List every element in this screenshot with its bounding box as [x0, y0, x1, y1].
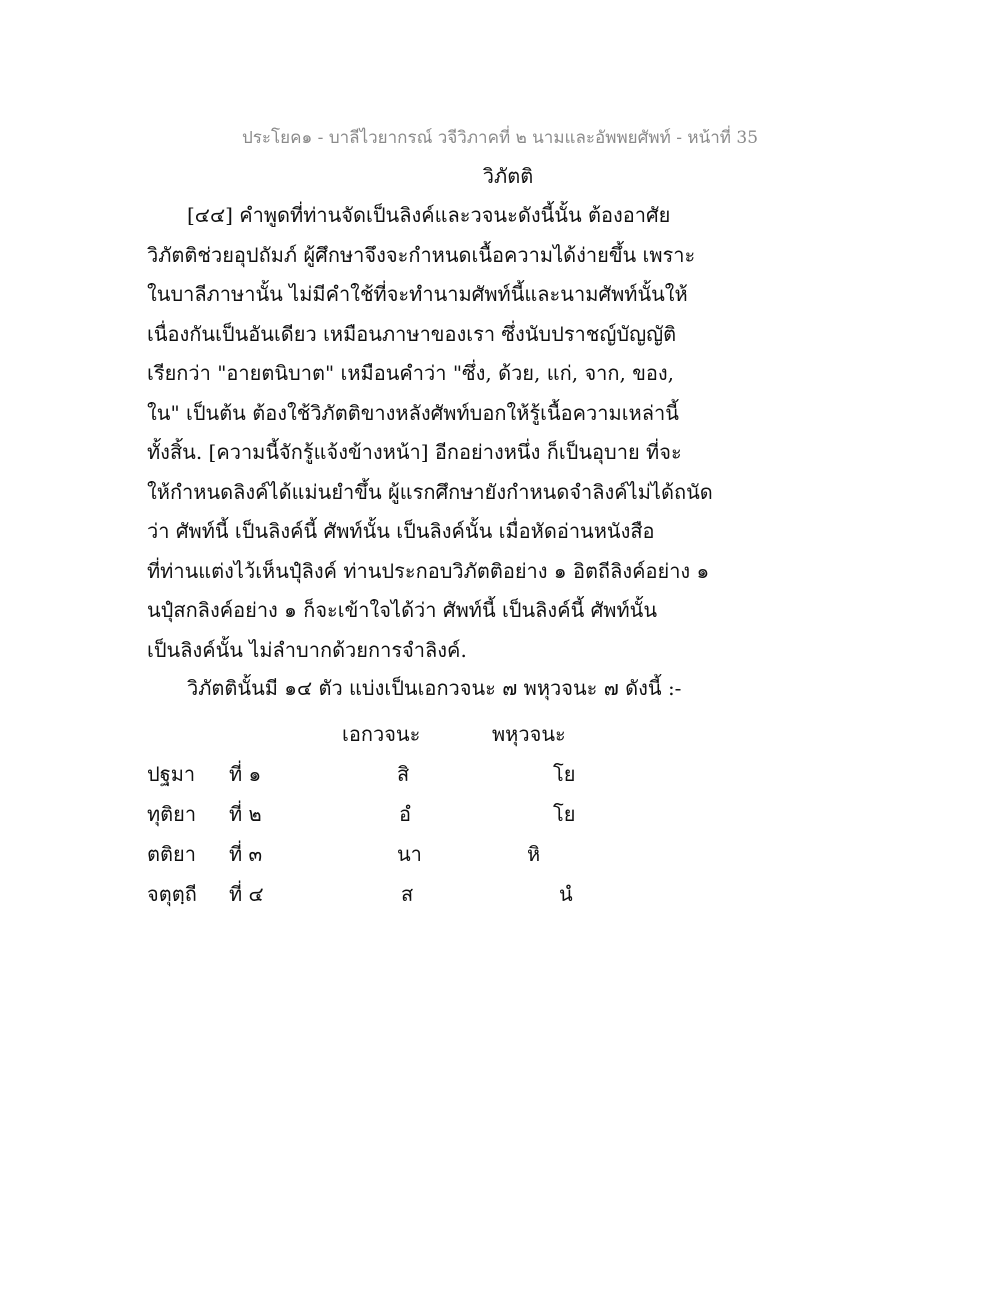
row-plural-ending: โย: [553, 762, 576, 786]
paragraph-line: ว่า ศัพท์นี้ เป็นลิงค์นี้ ศัพท์นั้น เป็นลิงค์นั้น เมื่อหัดอ่านหนังสือ: [147, 519, 655, 543]
table-intro: วิภัตตินั้นมี ๑๔ ตัว แบ่งเป็นเอกวจนะ ๗ พหุวจนะ ๗ ดังนี้ :-: [187, 676, 682, 700]
row-singular-ending: ส: [401, 882, 414, 906]
row-plural-ending: นํ: [559, 882, 573, 906]
row-case-name: จตุตฺถี: [147, 882, 197, 906]
paragraph-line: วิภัตติช่วยอุปถัมภ์ ผู้ศึกษาจึงจะกำหนดเนื้อความได้ง่ายขึ้น เพราะ: [147, 242, 696, 267]
row-ordinal: ที่ ๓: [229, 842, 263, 866]
row-ordinal: ที่ ๔: [229, 882, 264, 906]
vibhatti-table: [147, 712, 707, 912]
section-title: วิภัตติ: [482, 164, 534, 188]
paragraph-line: ทั้งสิ้น. [ความนี้จักรู้แจ้งข้างหน้า] อีกอย่างหนึ่ง ก็เป็นอุบาย ที่จะ: [147, 440, 682, 464]
row-case-name: ปฐมา: [147, 762, 196, 786]
paragraph-line: เป็นลิงค์นั้น ไม่ลำบากด้วยการจำลิงค์.: [147, 637, 467, 662]
paragraph-line: นปุํสกลิงค์อย่าง ๑ ก็จะเข้าใจได้ว่า ศัพท์นี้ เป็นลิงค์นี้ ศัพท์นั้น: [147, 598, 658, 622]
paragraph-line: ในบาลีภาษานั้น ไม่มีคำใช้ที่จะทำนามศัพท์นี้และนามศัพท์นั้นให้: [147, 282, 688, 306]
row-ordinal: ที่ ๒: [229, 802, 262, 826]
row-case-name: ตติยา: [147, 842, 196, 866]
column-header-singular: เอกวจนะ: [342, 722, 421, 746]
paragraph-line: เรียกว่า "อายตนิบาต" เหมือนคำว่า "ซึ่ง, ด้วย, แก่, จาก, ของ,: [147, 361, 675, 385]
page-header: ประโยค๑ - บาลีไวยากรณ์ วจีวิภาคที่ ๒ นามและอัพพยศัพท์ - หน้าที่ 35: [241, 128, 759, 148]
row-plural-ending: โย: [553, 802, 576, 826]
row-singular-ending: นา: [397, 842, 422, 866]
paragraph-line: ที่ท่านแต่งไว้เห็นปุํลิงค์ ท่านประกอบวิภัตติอย่าง ๑ อิตถีลิงค์อย่าง ๑: [147, 558, 710, 583]
paragraph-line: ใน" เป็นต้น ต้องใช้วิภัตติขางหลังศัพท์บอกให้รู้เนื้อความเหล่านี้: [147, 400, 679, 425]
row-plural-ending: หิ: [527, 842, 541, 866]
body-paragraph: [147, 196, 713, 670]
paragraph-line: [๔๔] คำพูดที่ท่านจัดเป็นลิงค์และวจนะดังนี้นั้น ต้องอาศัย: [187, 203, 671, 227]
row-singular-ending: อํ: [399, 802, 412, 826]
column-header-plural: พหุวจนะ: [492, 722, 566, 746]
row-singular-ending: สิ: [397, 762, 410, 786]
paragraph-line: ให้กำหนดลิงค์ได้แม่นยำขึ้น ผู้แรกศึกษายังกำหนดจำลิงค์ไม่ได้ถนัด: [147, 479, 713, 504]
paragraph-line: เนื่องกันเป็นอันเดียว เหมือนภาษาของเรา ซึ่งนับปราชญ์บัญญัติ: [147, 321, 677, 346]
row-case-name: ทุติยา: [147, 802, 197, 826]
row-ordinal: ที่ ๑: [229, 762, 262, 786]
